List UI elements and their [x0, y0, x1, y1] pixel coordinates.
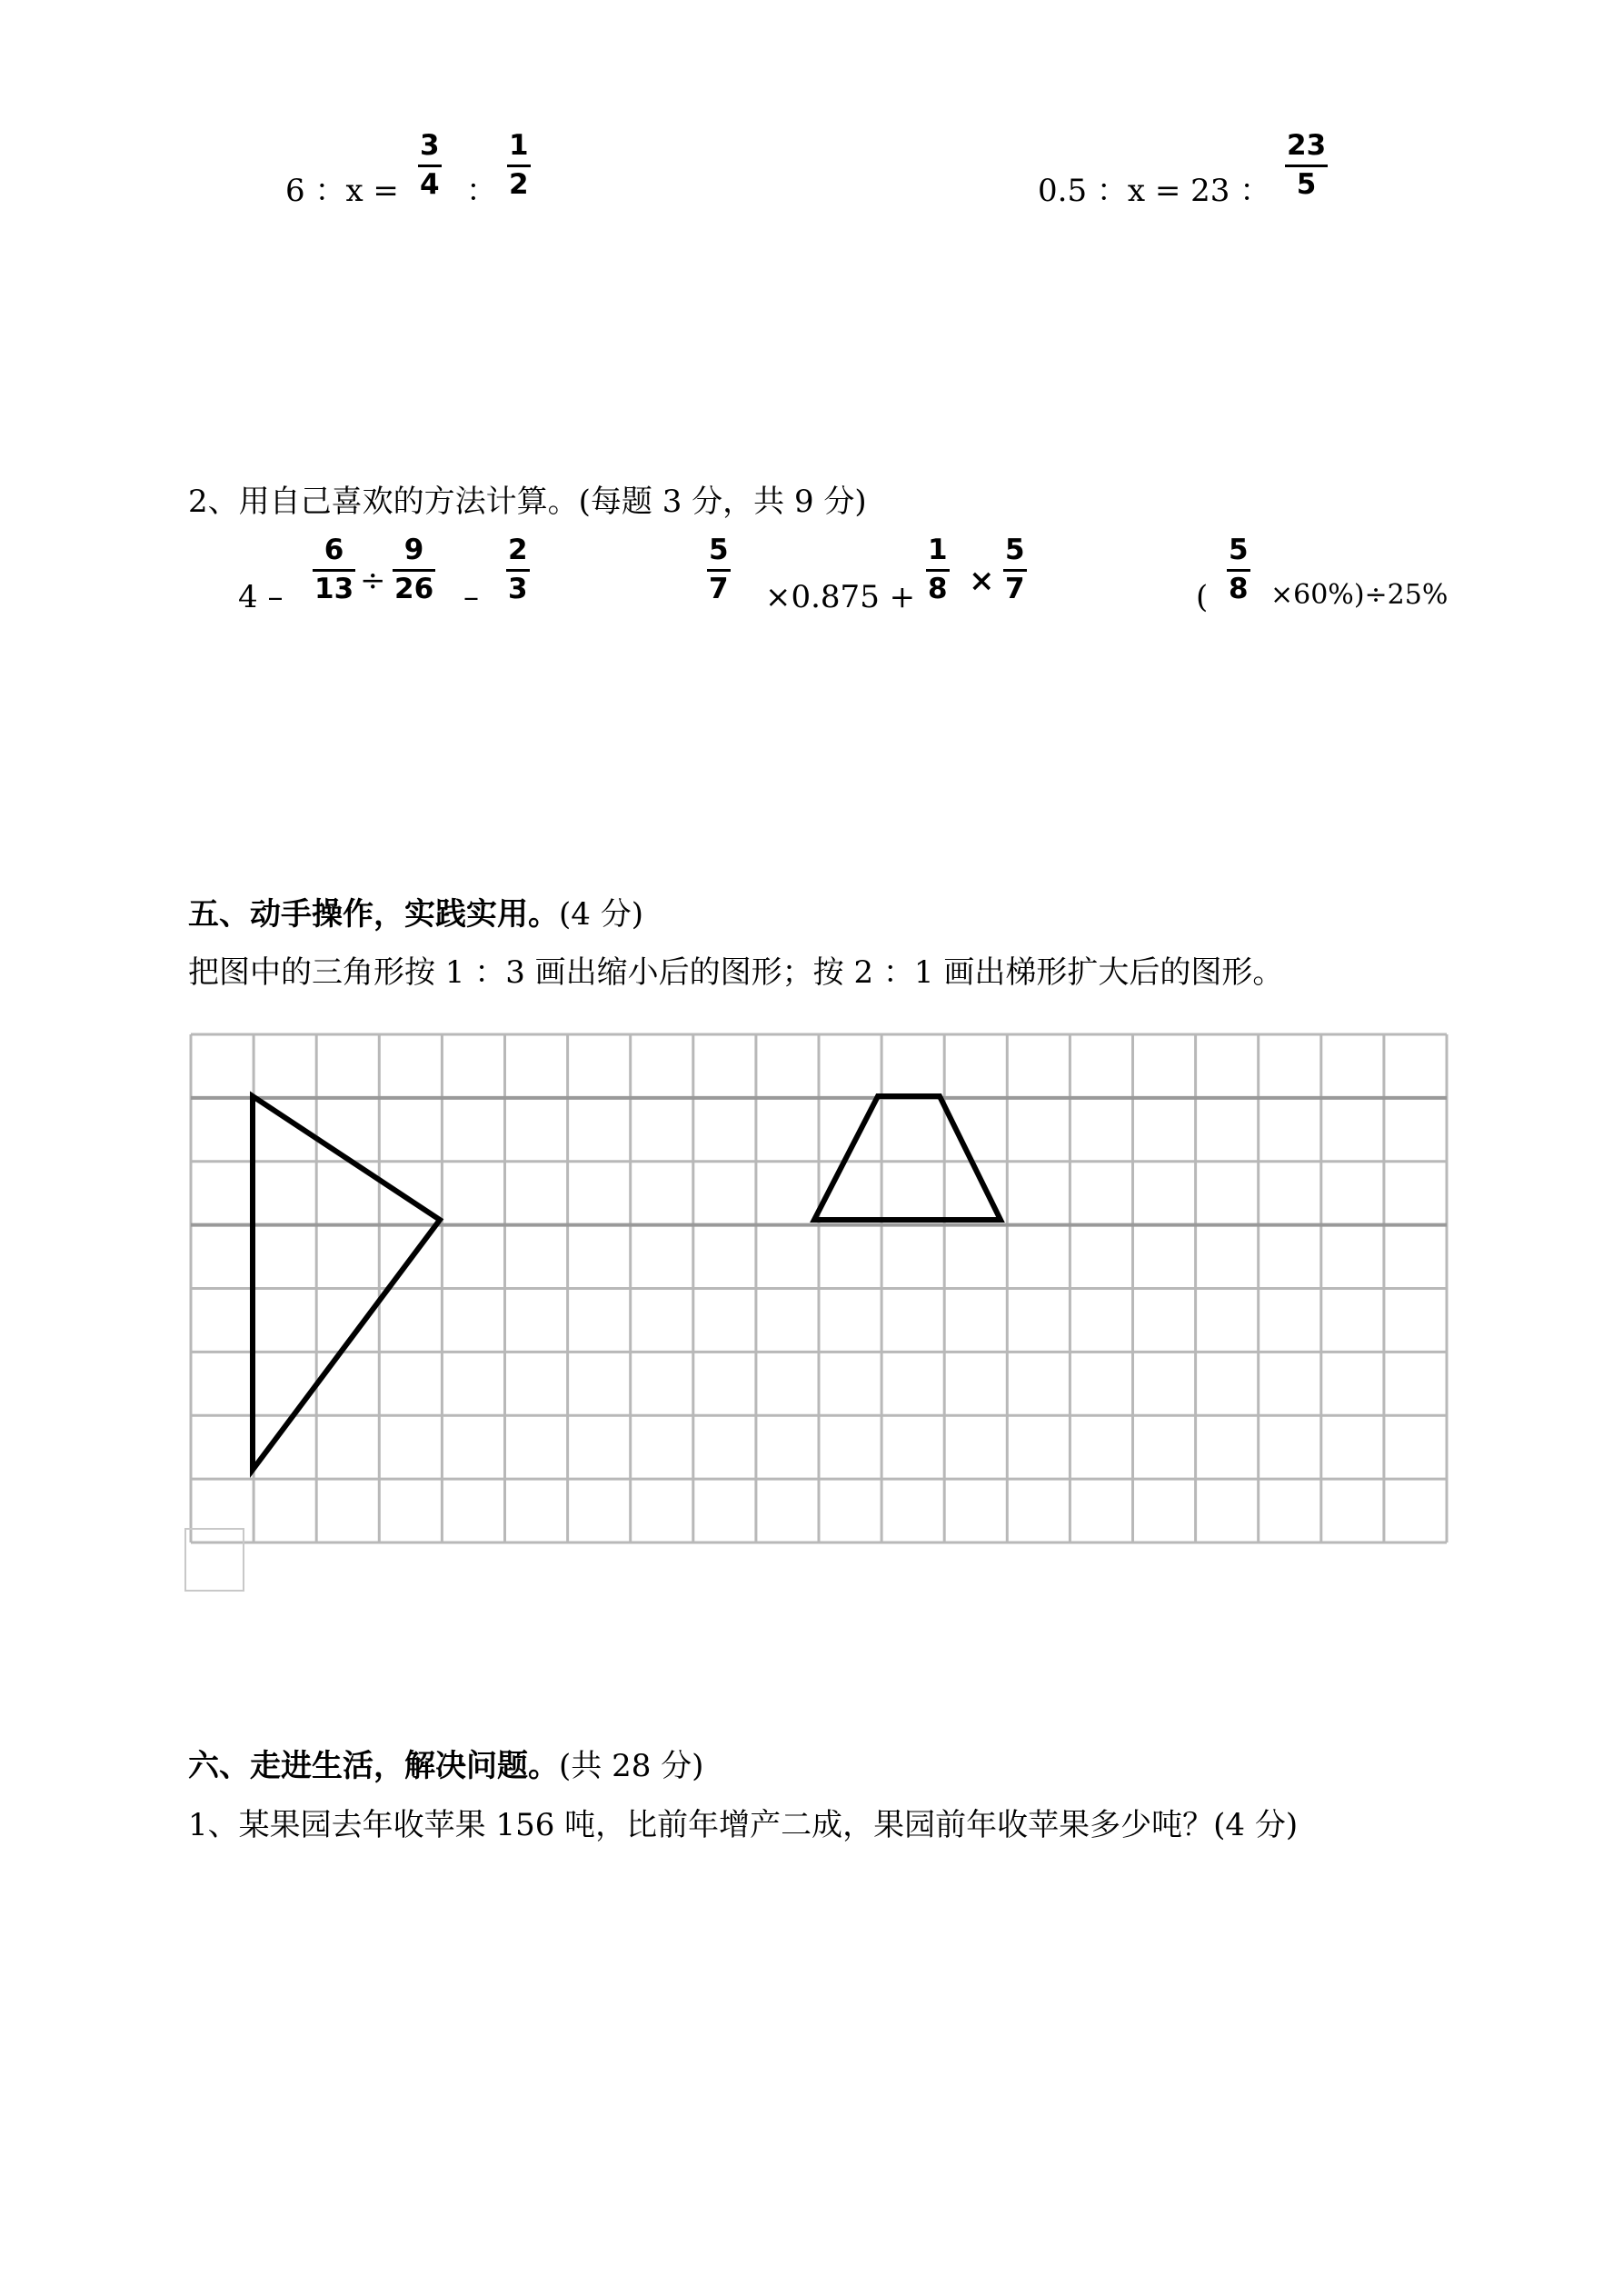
section-6-question-1: 1、某果园去年收苹果 156 吨，比前年增产二成，果园前年收苹果多少吨？(4 分) — [188, 1807, 1299, 1843]
trapezoid-shape — [814, 1096, 1001, 1220]
section-5-instruction: 把图中的三角形按 1 ：3 画出缩小后的图形；按 2 ：1 画出梯形扩大后的图形。 — [188, 954, 1284, 991]
numerator: 5 — [1005, 534, 1025, 566]
denominator: 7 — [1005, 573, 1025, 605]
calc-3-tail: ×60%)÷25% — [1270, 579, 1449, 611]
denominator: 2 — [509, 168, 529, 201]
minus-sign: – — [463, 579, 479, 615]
numerator: 2 — [508, 534, 528, 566]
section-6-heading — [188, 1741, 703, 1785]
corner-box — [185, 1529, 244, 1591]
numerator: 6 — [324, 534, 344, 566]
numerator: 5 — [1229, 534, 1249, 566]
question-2-title: 2、用自己喜欢的方法计算。(每题 3 分，共 9 分) — [188, 484, 867, 520]
denominator: 3 — [508, 573, 528, 605]
denominator: 13 — [314, 573, 354, 605]
denominator: 7 — [709, 573, 729, 605]
ratio-colon: ： — [466, 173, 497, 209]
grid-lines — [191, 1034, 1447, 1542]
section-6-points: (共 28 分) — [559, 1748, 704, 1784]
numerator: 5 — [709, 534, 729, 566]
section-5-title: 五、动手操作，实践实用。 — [188, 896, 559, 933]
numerator: 23 — [1287, 129, 1327, 162]
denominator: 8 — [1229, 573, 1249, 605]
open-paren: ( — [1196, 579, 1209, 615]
calc-2-middle: ×0.875 + — [765, 579, 916, 615]
numerator: 9 — [403, 534, 424, 566]
numerator: 3 — [420, 129, 440, 162]
divide-sign: ÷ — [360, 563, 386, 599]
times-sign: × — [969, 563, 995, 599]
section-5-points: (4 分) — [559, 896, 643, 933]
denominator: 5 — [1296, 168, 1317, 201]
triangle-shape — [253, 1096, 440, 1470]
calc-1-lead: 4 – — [238, 579, 284, 615]
denominator: 26 — [394, 573, 434, 605]
section-6-title: 六、走进生活，解决问题。 — [188, 1748, 559, 1784]
numerator: 1 — [509, 129, 529, 162]
denominator: 8 — [928, 573, 948, 605]
equation-1-left: 6 ：x = — [285, 173, 399, 209]
denominator: 4 — [420, 168, 440, 201]
numerator: 1 — [928, 534, 948, 566]
equation-2-left: 0.5 ：x = 23 ： — [1038, 173, 1271, 209]
